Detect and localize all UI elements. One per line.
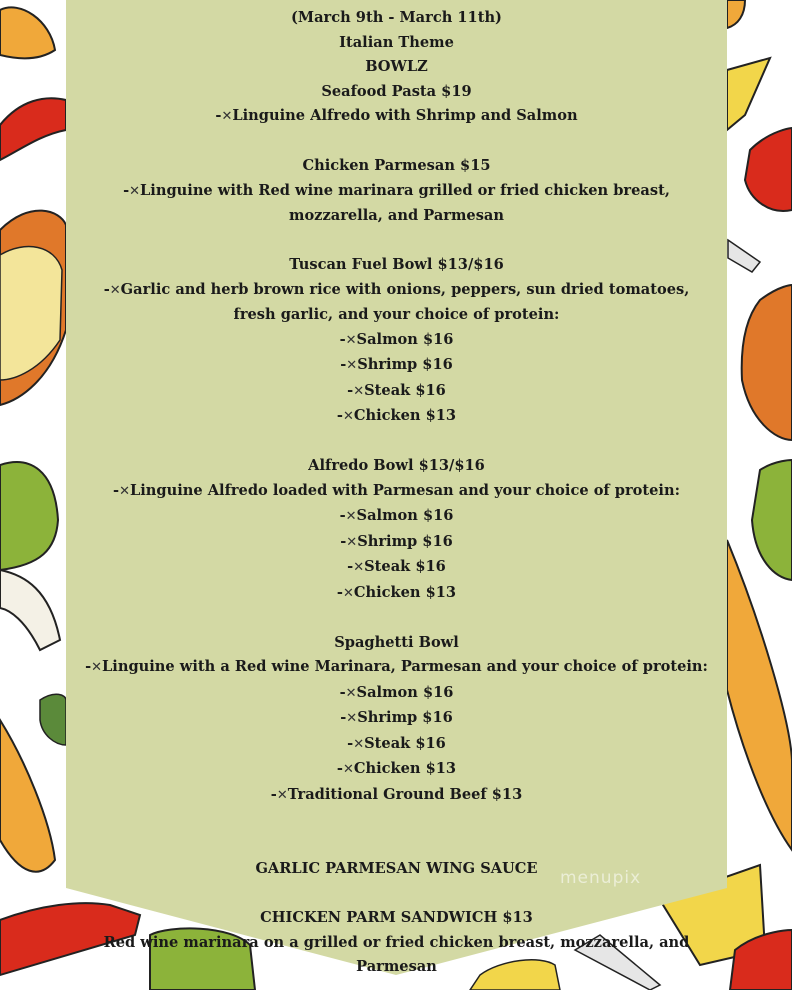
basil-leaf-illustration: [40, 694, 66, 745]
red-pepper-illustration: [0, 98, 66, 160]
protein-option: -✕Salmon $16: [339, 330, 454, 348]
x-mark-icon: ✕: [346, 711, 358, 726]
pasta-pot-illustration: [0, 211, 66, 405]
x-mark-icon: ✕: [119, 483, 130, 499]
tuscan-bowl-desc-cont: fresh garlic, and your choice of protein:: [233, 306, 560, 323]
sandwich-title: CHICKEN PARM SANDWICH $13: [260, 909, 533, 926]
protein-option: -✕Steak $16: [347, 558, 446, 575]
seafood-pasta-title: Seafood Pasta $19: [321, 82, 472, 100]
spaghetti-bowl-desc: -✕Linguine with a Red wine Marinara, Parmesan and your choice of protein:: [85, 658, 708, 675]
protein-option: -✕Salmon $16: [339, 683, 454, 701]
date-range: (March 9th - March 11th): [291, 9, 502, 26]
x-mark-icon: ✕: [353, 383, 365, 399]
sandwich-desc: Red wine marinara on a grilled or fried chicken breast, mozzarella, and: [103, 933, 690, 951]
tuscan-bowl-desc: -✕Garlic and herb brown rice with onions, peppers, sun dried tomatoes,: [103, 280, 690, 298]
bread-illustration-top-left: [0, 7, 55, 58]
theme-title: Italian Theme: [339, 33, 454, 51]
protein-option: -✕Shrimp $16: [340, 356, 453, 373]
x-mark-icon: ✕: [91, 660, 103, 675]
x-mark-icon: ✕: [346, 534, 358, 550]
tuscan-bowl-title: Tuscan Fuel Bowl $13/$16: [289, 256, 504, 273]
protein-option: -✕Chicken $13: [336, 407, 457, 424]
protein-option: -✕Shrimp $16: [340, 532, 453, 550]
spaghetti-bowl-title: Spaghetti Bowl: [334, 633, 459, 651]
protein-option: -✕Chicken $13: [336, 583, 457, 601]
x-mark-icon: ✕: [129, 183, 141, 199]
x-mark-icon: ✕: [342, 585, 354, 601]
x-mark-icon: ✕: [353, 736, 365, 752]
x-mark-icon: ✕: [345, 332, 357, 348]
protein-option: -✕Steak $16: [347, 381, 446, 399]
sandwich-desc-cont: Parmesan: [356, 958, 437, 975]
alfredo-bowl-desc: -✕Linguine Alfredo loaded with Parmesan and your choice of protein:: [113, 481, 680, 499]
protein-option: -✕Shrimp $16: [340, 709, 453, 726]
x-mark-icon: ✕: [345, 685, 357, 701]
x-mark-icon: ✕: [353, 560, 365, 575]
menu-content: [66, 6, 727, 980]
alfredo-bowl-title: Alfredo Bowl $13/$16: [308, 457, 485, 474]
baguette-illustration-right: [727, 540, 792, 850]
protein-option: -✕Steak $16: [347, 734, 446, 752]
cheese-wedge-illustration: [727, 58, 770, 130]
watermark: menupix: [560, 868, 642, 888]
pasta-pot-illustration-right: [742, 285, 792, 440]
wing-sauce-title: GARLIC PARMESAN WING SAUCE: [255, 860, 538, 877]
olive-oil-bottle-illustration: [0, 462, 60, 650]
section-title: BOWLZ: [365, 58, 428, 75]
protein-option: -✕Salmon $16: [339, 507, 454, 524]
baguette-illustration-left: [0, 720, 55, 872]
bread-illustration-top-right: [727, 0, 745, 28]
protein-option: -✕Traditional Ground Beef $13: [270, 785, 523, 803]
olive-oil-bottle-illustration-right: [752, 460, 792, 580]
chicken-parmesan-desc-cont: mozzarella, and Parmesan: [289, 207, 504, 224]
x-mark-icon: ✕: [346, 358, 358, 373]
chicken-parmesan-desc: -✕Linguine with Red wine marinara grilled or fried chicken breast,: [123, 181, 670, 199]
x-mark-icon: ✕: [109, 282, 121, 298]
red-pepper-illustration-right: [745, 128, 792, 211]
x-mark-icon: ✕: [342, 762, 354, 777]
knife-illustration: [728, 240, 760, 272]
x-mark-icon: ✕: [342, 409, 354, 424]
x-mark-icon: ✕: [221, 109, 233, 124]
protein-option: -✕Chicken $13: [336, 760, 457, 777]
chicken-parmesan-title: Chicken Parmesan $15: [302, 157, 491, 174]
x-mark-icon: ✕: [276, 787, 288, 803]
x-mark-icon: ✕: [345, 509, 357, 524]
seafood-pasta-desc: -✕Linguine Alfredo with Shrimp and Salmon: [215, 107, 578, 124]
